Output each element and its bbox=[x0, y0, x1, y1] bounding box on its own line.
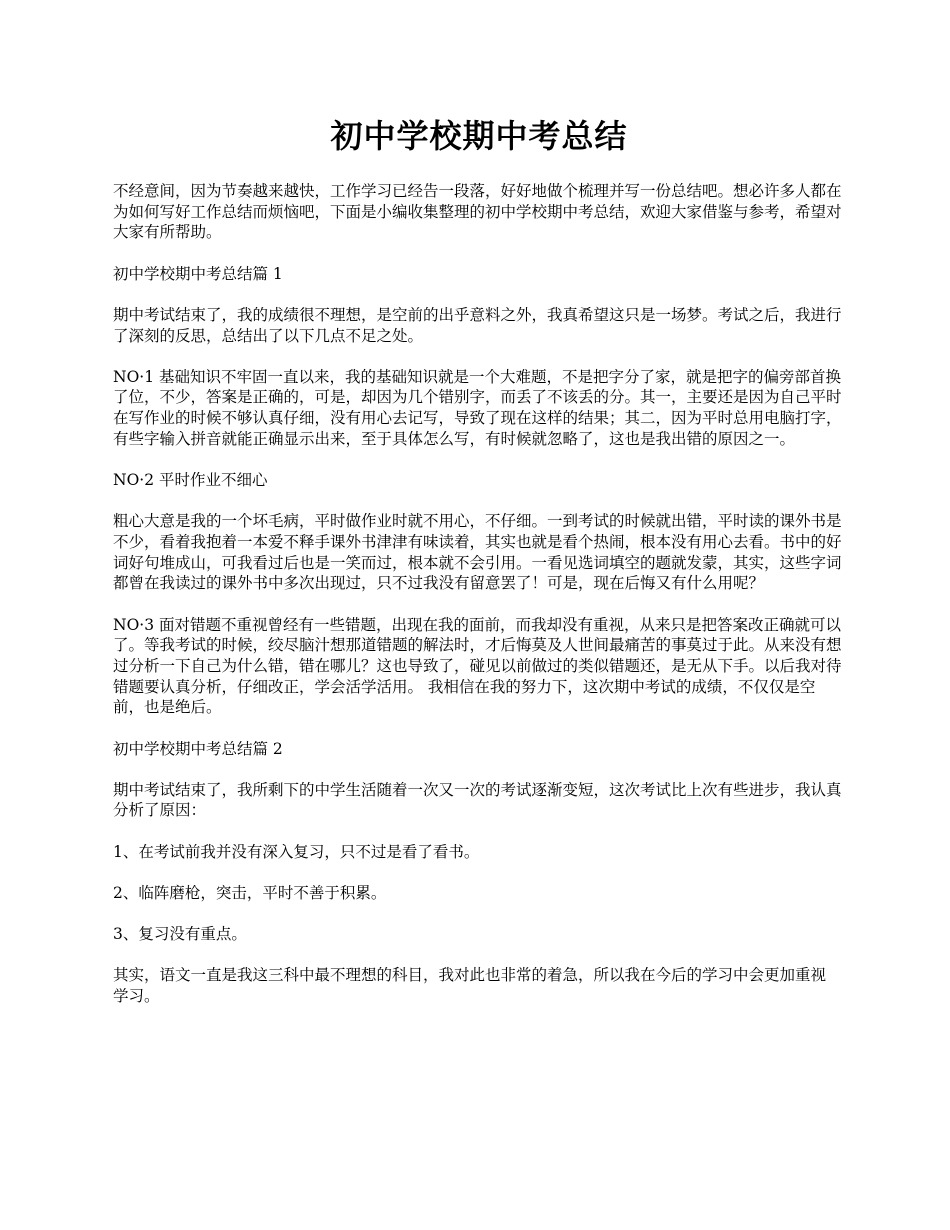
list-item-1: 1、在考试前我并没有深入复习，只不过是看了看书。 bbox=[113, 842, 480, 861]
document-page bbox=[113, 0, 845, 1007]
document-title: 初中学校期中考总结 bbox=[330, 117, 628, 155]
body-paragraph-no1: NO·1 基础知识不牢固一直以来，我的基础知识就是一个大难题，不是把字分了家，就是把字的偏旁部首换了位，不少，答案是正确的，可是，却因为几个错别字，而丢了不该丢的分。其一，主要还是因为自己平时在写作业的时候不够认真仔细，没有用心去记写，导致了现在这样的结果；其二，因为平时总用电脑打字，有些字输入拼音就能正确显示出来，至于具体怎么写，有时候就忽略了，这也是我出错的原因之一。 bbox=[113, 367, 842, 448]
intro-paragraph: 不经意间，因为节奏越来越快，工作学习已经告一段落，好好地做个梳理并写一份总结吧。想必许多人都在为如何写好工作总结而烦恼吧，下面是小编收集整理的初中学校期中考总结，欢迎大家借鉴与参考，希望对大家有所帮助。 bbox=[113, 182, 842, 242]
body-paragraph-no3: NO·3 面对错题不重视曾经有一些错题，出现在我的面前，而我却没有重视，从来只是把答案改正确就可以了。等我考试的时候，绞尽脑汁想那道错题的解法时，才后悔莫及人世间最痛苦的事莫过于此。从来没有想过分析一下自己为什么错，错在哪儿？这也导致了，碰见以前做过的类似错题还，是无从下手。以后我对待错题要认真分析，仔细改正，学会活学活用。 我相信在我的努力下，这次期中考试的成绩，不仅仅是空前，也是绝后。 bbox=[113, 615, 842, 717]
section-heading-part-1: 初中学校期中考总结篇 1 bbox=[113, 264, 283, 283]
body-paragraph: 期中考试结束了，我所剩下的中学生活随着一次又一次的考试逐渐变短，这次考试比上次有些进步，我认真分析了原因： bbox=[113, 780, 842, 820]
list-item-3: 3、复习没有重点。 bbox=[113, 925, 247, 944]
body-paragraph: 粗心大意是我的一个坏毛病，平时做作业时就不用心，不仔细。一到考试的时候就出错，平时读的课外书是不少，看着我抱着一本爱不释手课外书津津有味读着，其实也就是看个热闹，根本没有用心去看。书中的好词好句堆成山，可我看过后也是一笑而过，根本就不会引用。一看见选词填空的题就发蒙，其实，这些字词都曾在我读过的课外书中多次出现过，只不过我没有留意罢了！可是，现在后悔又有什么用呢？ bbox=[113, 512, 842, 593]
subheading-no2: NO·2 平时作业不细心 bbox=[113, 471, 268, 490]
list-item-2: 2、临阵磨枪，突击，平时不善于积累。 bbox=[113, 883, 387, 902]
section-heading-part-2: 初中学校期中考总结篇 2 bbox=[113, 739, 283, 758]
closing-paragraph: 其实，语文一直是我这三科中最不理想的科目，我对此也非常的着急，所以我在今后的学习中会更加重视 学习。 bbox=[113, 966, 827, 1005]
body-paragraph: 期中考试结束了，我的成绩很不理想，是空前的出乎意料之外，我真希望这只是一场梦。考试之后，我进行了深刻的反思，总结出了以下几点不足之处。 bbox=[113, 305, 842, 345]
